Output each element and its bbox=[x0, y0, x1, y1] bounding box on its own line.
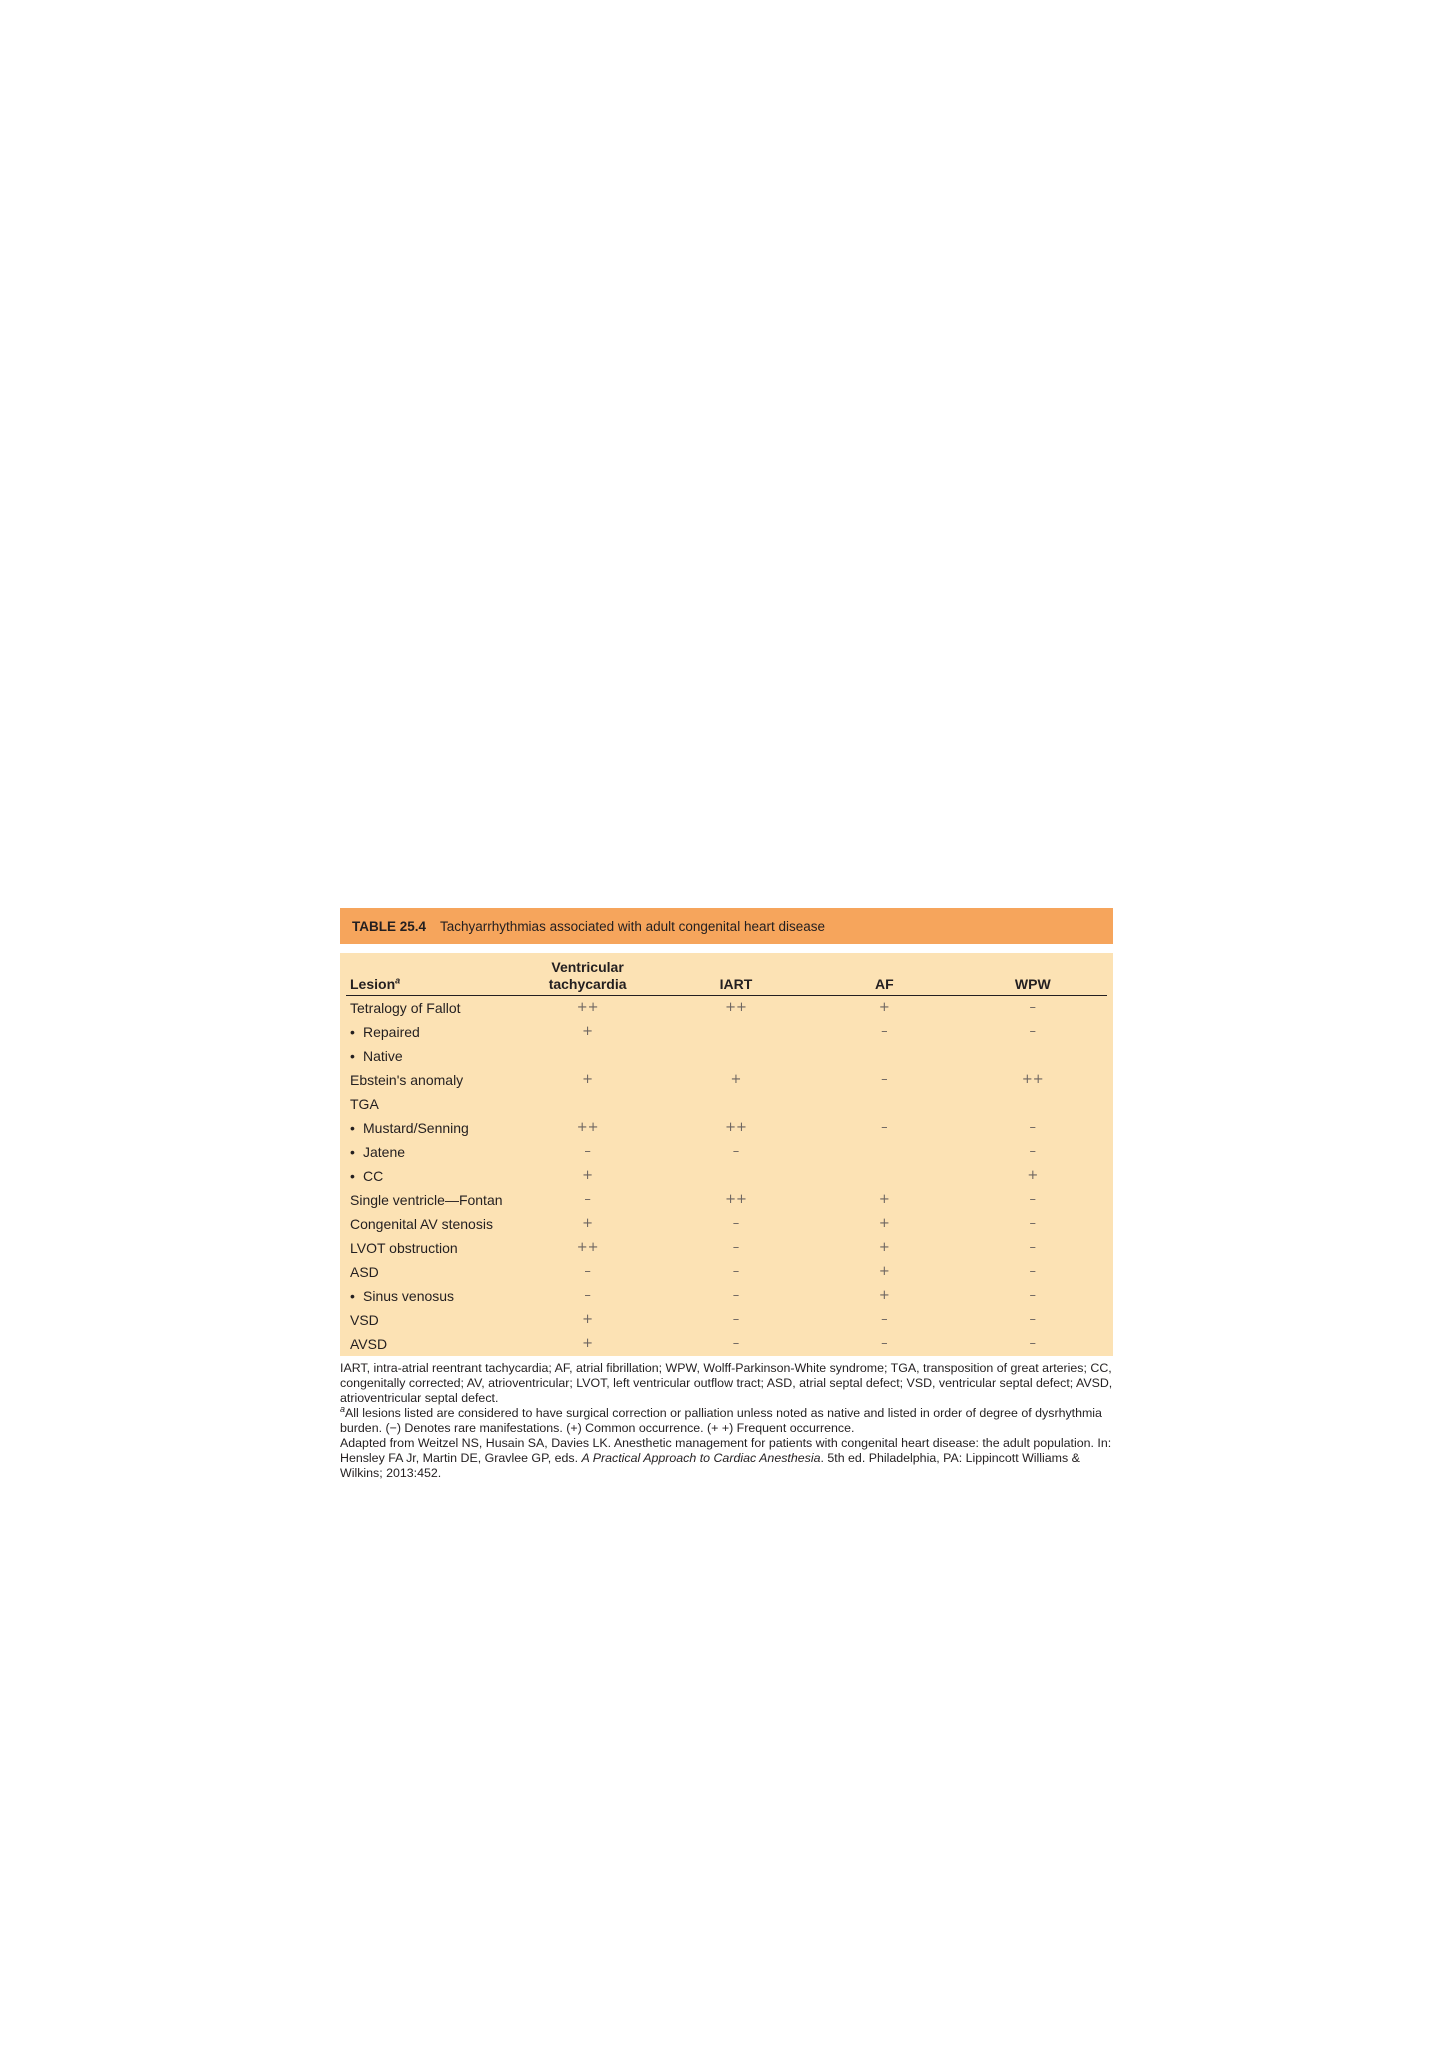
wpw-cell: – bbox=[1029, 1120, 1037, 1135]
table-row bbox=[346, 1188, 1107, 1212]
vt-cell: ++ bbox=[576, 1120, 599, 1135]
lesion-cell bbox=[346, 1044, 513, 1068]
lesion-cell bbox=[346, 1140, 513, 1164]
table-rows bbox=[346, 996, 1107, 1357]
iart-cell bbox=[662, 1092, 810, 1116]
iart-cell bbox=[662, 1020, 810, 1044]
table-row bbox=[346, 1044, 1107, 1068]
vt-cell: + bbox=[582, 1168, 594, 1183]
table-notes bbox=[340, 1361, 1120, 1481]
header-lesion-footnote-marker: a bbox=[395, 975, 401, 986]
header-lesion: Lesion$^a$ bbox=[346, 957, 513, 996]
wpw-cell: – bbox=[1029, 1264, 1037, 1279]
table-header-row bbox=[346, 957, 1107, 996]
lesion-label: Repaired bbox=[363, 1024, 420, 1040]
vt-cell: – bbox=[584, 1288, 591, 1303]
lesion-label: Sinus venosus bbox=[363, 1288, 455, 1304]
header-ventricular-tachycardia: Ventricular tachycardia bbox=[513, 957, 661, 996]
bullet-icon: • bbox=[350, 1024, 355, 1040]
iart-cell: – bbox=[732, 1144, 740, 1159]
table-row bbox=[346, 1020, 1107, 1044]
wpw-cell: + bbox=[1027, 1168, 1039, 1183]
bullet-icon: • bbox=[350, 1144, 355, 1160]
lesion-cell bbox=[346, 1164, 513, 1188]
wpw-cell: – bbox=[1029, 1024, 1037, 1039]
table-row bbox=[346, 1308, 1107, 1332]
footnote-marker: a bbox=[340, 1403, 346, 1414]
af-cell bbox=[810, 1092, 958, 1116]
lesion-cell bbox=[346, 1020, 513, 1044]
vt-cell: – bbox=[584, 1192, 591, 1207]
table-body-box bbox=[340, 953, 1113, 1356]
table-row bbox=[346, 1332, 1107, 1356]
abbreviations-note: IART, intra-atrial reentrant tachycardia; AF, atrial fibrillation; WPW, Wolff-Parkinson-White syndrome; TGA, transposition of great arteries; CC, congenitally corrected; AV, atrioventricular; LVOT, left ventricular outflow tract; ASD, atrial septal defect; VSD, ventricular septal defect; AVSD, atrioventricular septal defect. bbox=[340, 1361, 1113, 1405]
table-row bbox=[346, 1116, 1107, 1140]
iart-cell: + bbox=[730, 1072, 742, 1087]
vt-cell: ++ bbox=[576, 1000, 599, 1015]
lesion-cell bbox=[346, 1068, 513, 1092]
table-row bbox=[346, 996, 1107, 1021]
lesion-label: Single ventricle—Fontan bbox=[350, 1192, 503, 1208]
lesion-cell bbox=[346, 1212, 513, 1236]
lesion-cell bbox=[346, 1092, 513, 1116]
iart-cell: – bbox=[732, 1264, 740, 1279]
lesion-label: CC bbox=[363, 1168, 384, 1184]
vt-cell: + bbox=[582, 1216, 594, 1231]
table-title-bar bbox=[340, 908, 1113, 944]
iart-cell bbox=[662, 1044, 810, 1068]
source-citation: Adapted from Weitzel NS, Husain SA, Davies LK. Anesthetic management for patients with congenital heart disease: the adult population. In: Hensley FA Jr, Martin DE, Gravlee GP, eds. A Practical Approach to Cardiac Anesthesia. 5th ed. Philadelphia, PA: Lippincott Williams & Wilkins; 2013:452. bbox=[340, 1436, 1112, 1480]
af-cell: + bbox=[878, 1240, 890, 1255]
table-row bbox=[346, 1212, 1107, 1236]
lesion-cell bbox=[346, 1284, 513, 1308]
vt-cell: – bbox=[584, 1264, 591, 1279]
lesion-cell bbox=[346, 1116, 513, 1140]
vt-cell: ++ bbox=[576, 1240, 599, 1255]
wpw-cell: – bbox=[1029, 1312, 1037, 1327]
lesion-cell bbox=[346, 996, 513, 1021]
af-cell: – bbox=[881, 1024, 888, 1039]
af-cell: – bbox=[881, 1336, 888, 1351]
table-container bbox=[340, 908, 1113, 1481]
iart-cell: – bbox=[732, 1216, 740, 1231]
lesion-cell bbox=[346, 1308, 513, 1332]
header-wpw: WPW bbox=[959, 957, 1107, 996]
vt-cell bbox=[513, 1092, 661, 1116]
table-row bbox=[346, 1140, 1107, 1164]
af-cell: + bbox=[878, 1192, 890, 1207]
lesion-cell bbox=[346, 1260, 513, 1284]
af-cell: – bbox=[881, 1072, 888, 1087]
vt-cell: + bbox=[582, 1072, 594, 1087]
af-cell: + bbox=[878, 1000, 890, 1015]
wpw-cell bbox=[959, 1092, 1107, 1116]
header-af: AF bbox=[810, 957, 958, 996]
wpw-cell: – bbox=[1029, 1240, 1037, 1255]
af-cell: – bbox=[881, 1120, 888, 1135]
af-cell bbox=[810, 1164, 958, 1188]
lesion-cell bbox=[346, 1236, 513, 1260]
iart-cell: – bbox=[732, 1336, 740, 1351]
vt-cell: + bbox=[582, 1336, 594, 1351]
table-title: Tachyarrhythmias associated with adult congenital heart disease bbox=[440, 918, 825, 934]
af-cell: + bbox=[878, 1288, 890, 1303]
af-cell: – bbox=[881, 1312, 888, 1327]
wpw-cell: ++ bbox=[1021, 1072, 1044, 1087]
iart-cell: ++ bbox=[725, 1120, 747, 1135]
lesion-label: Tetralogy of Fallot bbox=[350, 1000, 461, 1016]
iart-cell: – bbox=[732, 1312, 740, 1327]
source-book-title: A Practical Approach to Cardiac Anesthesia bbox=[581, 1451, 821, 1465]
vt-cell: + bbox=[582, 1312, 594, 1327]
table-row bbox=[346, 1284, 1107, 1308]
af-cell: + bbox=[878, 1216, 890, 1231]
table-row bbox=[346, 1164, 1107, 1188]
wpw-cell: – bbox=[1029, 1288, 1037, 1303]
bullet-icon: • bbox=[350, 1048, 355, 1064]
wpw-cell: – bbox=[1029, 1192, 1037, 1207]
wpw-cell: – bbox=[1029, 1144, 1037, 1159]
vt-cell: – bbox=[584, 1144, 591, 1159]
lesion-label: Jatene bbox=[363, 1144, 406, 1160]
bullet-icon: • bbox=[350, 1120, 355, 1136]
table-row bbox=[346, 1068, 1107, 1092]
lesion-label: Congenital AV stenosis bbox=[350, 1216, 493, 1232]
table-number: TABLE 25.4 bbox=[352, 918, 427, 934]
wpw-cell bbox=[959, 1044, 1107, 1068]
table-row bbox=[346, 1236, 1107, 1260]
lesion-label: TGA bbox=[350, 1096, 379, 1112]
wpw-cell: – bbox=[1029, 1336, 1037, 1351]
footnote-a: $^a$All lesions listed are considered to have surgical correction or palliation unless noted as native and listed in order of degree of dysrhythmia burden. (−) Denotes rare manifestations. (+) Common occurrence. (+ +) Frequent occurrence. bbox=[340, 1403, 1102, 1435]
lesion-label: LVOT obstruction bbox=[350, 1240, 458, 1256]
lesion-label: Native bbox=[363, 1048, 403, 1064]
wpw-cell: – bbox=[1029, 1000, 1037, 1015]
vt-cell bbox=[513, 1044, 661, 1068]
iart-cell: ++ bbox=[725, 1000, 747, 1015]
lesion-label: Ebstein's anomaly bbox=[350, 1072, 464, 1088]
wpw-cell: – bbox=[1029, 1216, 1037, 1231]
lesion-label: VSD bbox=[350, 1312, 379, 1328]
table-row bbox=[346, 1260, 1107, 1284]
af-cell bbox=[810, 1140, 958, 1164]
af-cell bbox=[810, 1044, 958, 1068]
vt-cell: + bbox=[582, 1024, 594, 1039]
lesion-label: ASD bbox=[350, 1264, 379, 1280]
lesion-cell bbox=[346, 1332, 513, 1356]
table-row bbox=[346, 1092, 1107, 1116]
tachyarrhythmia-table bbox=[346, 957, 1107, 1356]
header-iart: IART bbox=[662, 957, 810, 996]
iart-cell: – bbox=[732, 1288, 740, 1303]
iart-cell: ++ bbox=[725, 1192, 747, 1207]
lesion-cell bbox=[346, 1188, 513, 1212]
af-cell: + bbox=[878, 1264, 890, 1279]
lesion-label: Mustard/Senning bbox=[363, 1120, 469, 1136]
iart-cell: – bbox=[732, 1240, 740, 1255]
lesion-label: AVSD bbox=[350, 1336, 388, 1352]
bullet-icon: • bbox=[350, 1168, 355, 1184]
bullet-icon: • bbox=[350, 1288, 355, 1304]
iart-cell bbox=[662, 1164, 810, 1188]
